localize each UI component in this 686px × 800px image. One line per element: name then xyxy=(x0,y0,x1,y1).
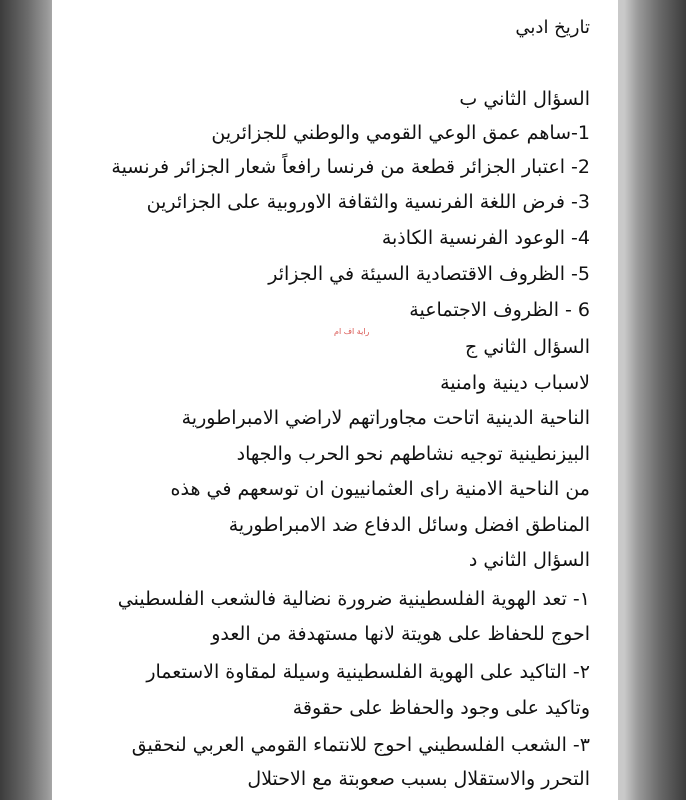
section-b-item-6: 6 - الظروف الاجتماعية xyxy=(409,299,590,321)
section-c-line-5: المناطق افضل وسائل الدفاع ضد الامبراطورية xyxy=(228,514,590,536)
section-b-heading: السؤال الثاني ب xyxy=(459,88,590,110)
section-c-heading: السؤال الثاني ج xyxy=(465,336,590,358)
watermark: راية اف ام xyxy=(334,327,370,336)
section-d-line-3: ٢- التاكيد على الهوية الفلسطينية وسيلة لمقاوة الاستعمار xyxy=(146,661,590,683)
section-c-line-4: من الناحية الامنية راى العثمانييون ان توسعهم في هذه xyxy=(170,478,590,500)
section-b-item-3: 3- فرض اللغة الفرنسية والثقافة الاوروبية على الجزائرين xyxy=(146,191,590,213)
section-d-line-6: التحرر والاستقلال بسبب صعوبتة مع الاحتلال xyxy=(247,768,590,790)
section-d-line-1: ١- تعد الهوية الفلسطينية ضرورة نضالية فالشعب الفلسطيني xyxy=(117,588,590,610)
section-d-heading: السؤال الثاني د xyxy=(468,549,590,571)
section-b-item-1: 1-ساهم عمق الوعي القومي والوطني للجزائرين xyxy=(211,122,590,144)
document-title: تاريخ ادبي xyxy=(515,17,590,38)
section-d-line-5: ٣- الشعب الفلسطيني احوج للانتماء القومي العربي لنحقيق xyxy=(131,734,590,756)
section-d-line-4: وتاكيد على وجود والحفاظ على حقوقة xyxy=(292,697,590,719)
section-b-item-2: 2- اعتبار الجزائر قطعة من فرنسا رافعاً شعار الجزائر فرنسية xyxy=(111,156,590,178)
section-b-item-4: 4- الوعود الفرنسية الكاذبة xyxy=(381,227,590,249)
section-c-line-3: البيزنطينية توجيه نشاطهم نحو الحرب والجهاد xyxy=(236,443,590,465)
section-d-line-2: احوج للحفاظ على هويتة لانها مستهدفة من العدو xyxy=(211,623,590,645)
document-page xyxy=(52,0,618,800)
section-c-line-1: لاسباب دينية وامنية xyxy=(440,372,590,394)
section-b-item-5: 5- الظروف الاقتصادية السيئة في الجزائر xyxy=(268,263,590,285)
section-c-line-2: الناحية الدينية اتاحت مجاوراتهم لاراضي الامبراطورية xyxy=(181,407,590,429)
